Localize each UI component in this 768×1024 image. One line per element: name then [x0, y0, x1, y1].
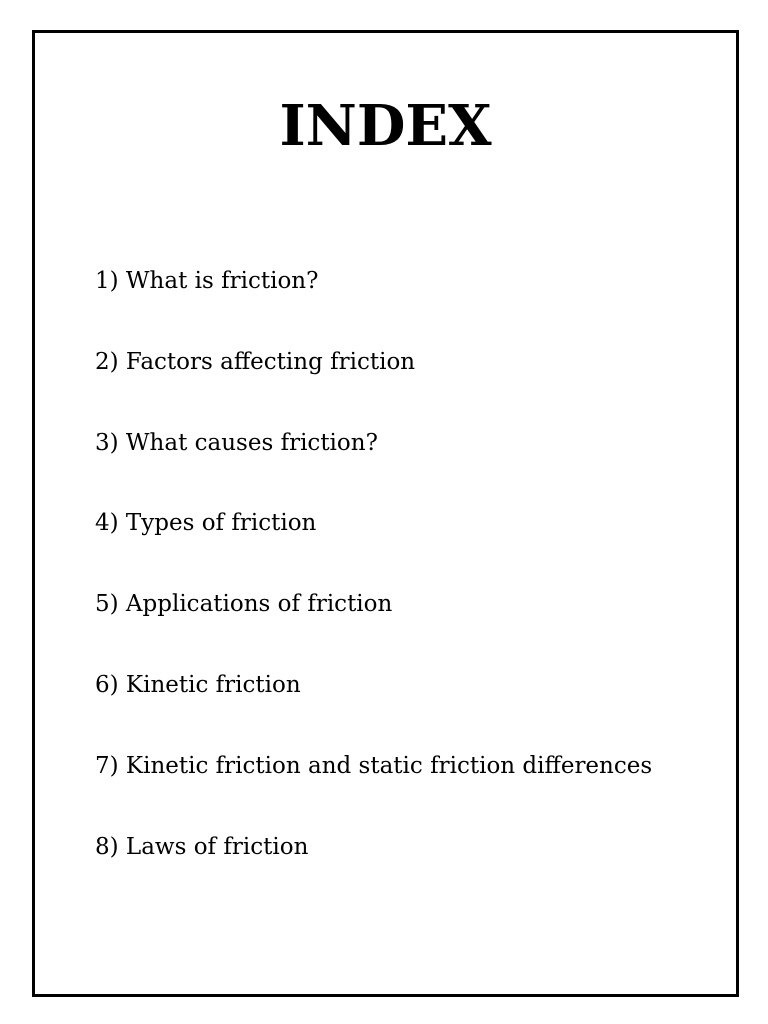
index-item-6: 6) Kinetic friction: [95, 671, 301, 698]
index-list: [95, 261, 652, 907]
index-item-3: 3) What causes friction?: [95, 429, 378, 456]
index-item-1: 1) What is friction?: [95, 268, 319, 294]
index-item-7: 7) Kinetic friction and static friction differences: [95, 752, 653, 779]
index-item-2: 2) Factors affecting friction: [95, 348, 416, 375]
index-item-8: 8) Laws of friction: [95, 833, 309, 860]
index-item-5: 5) Applications of friction: [95, 591, 393, 618]
index-item-4: 4) Types of friction: [95, 510, 317, 537]
page-border: [32, 30, 739, 997]
page-title: INDEX: [279, 93, 492, 159]
